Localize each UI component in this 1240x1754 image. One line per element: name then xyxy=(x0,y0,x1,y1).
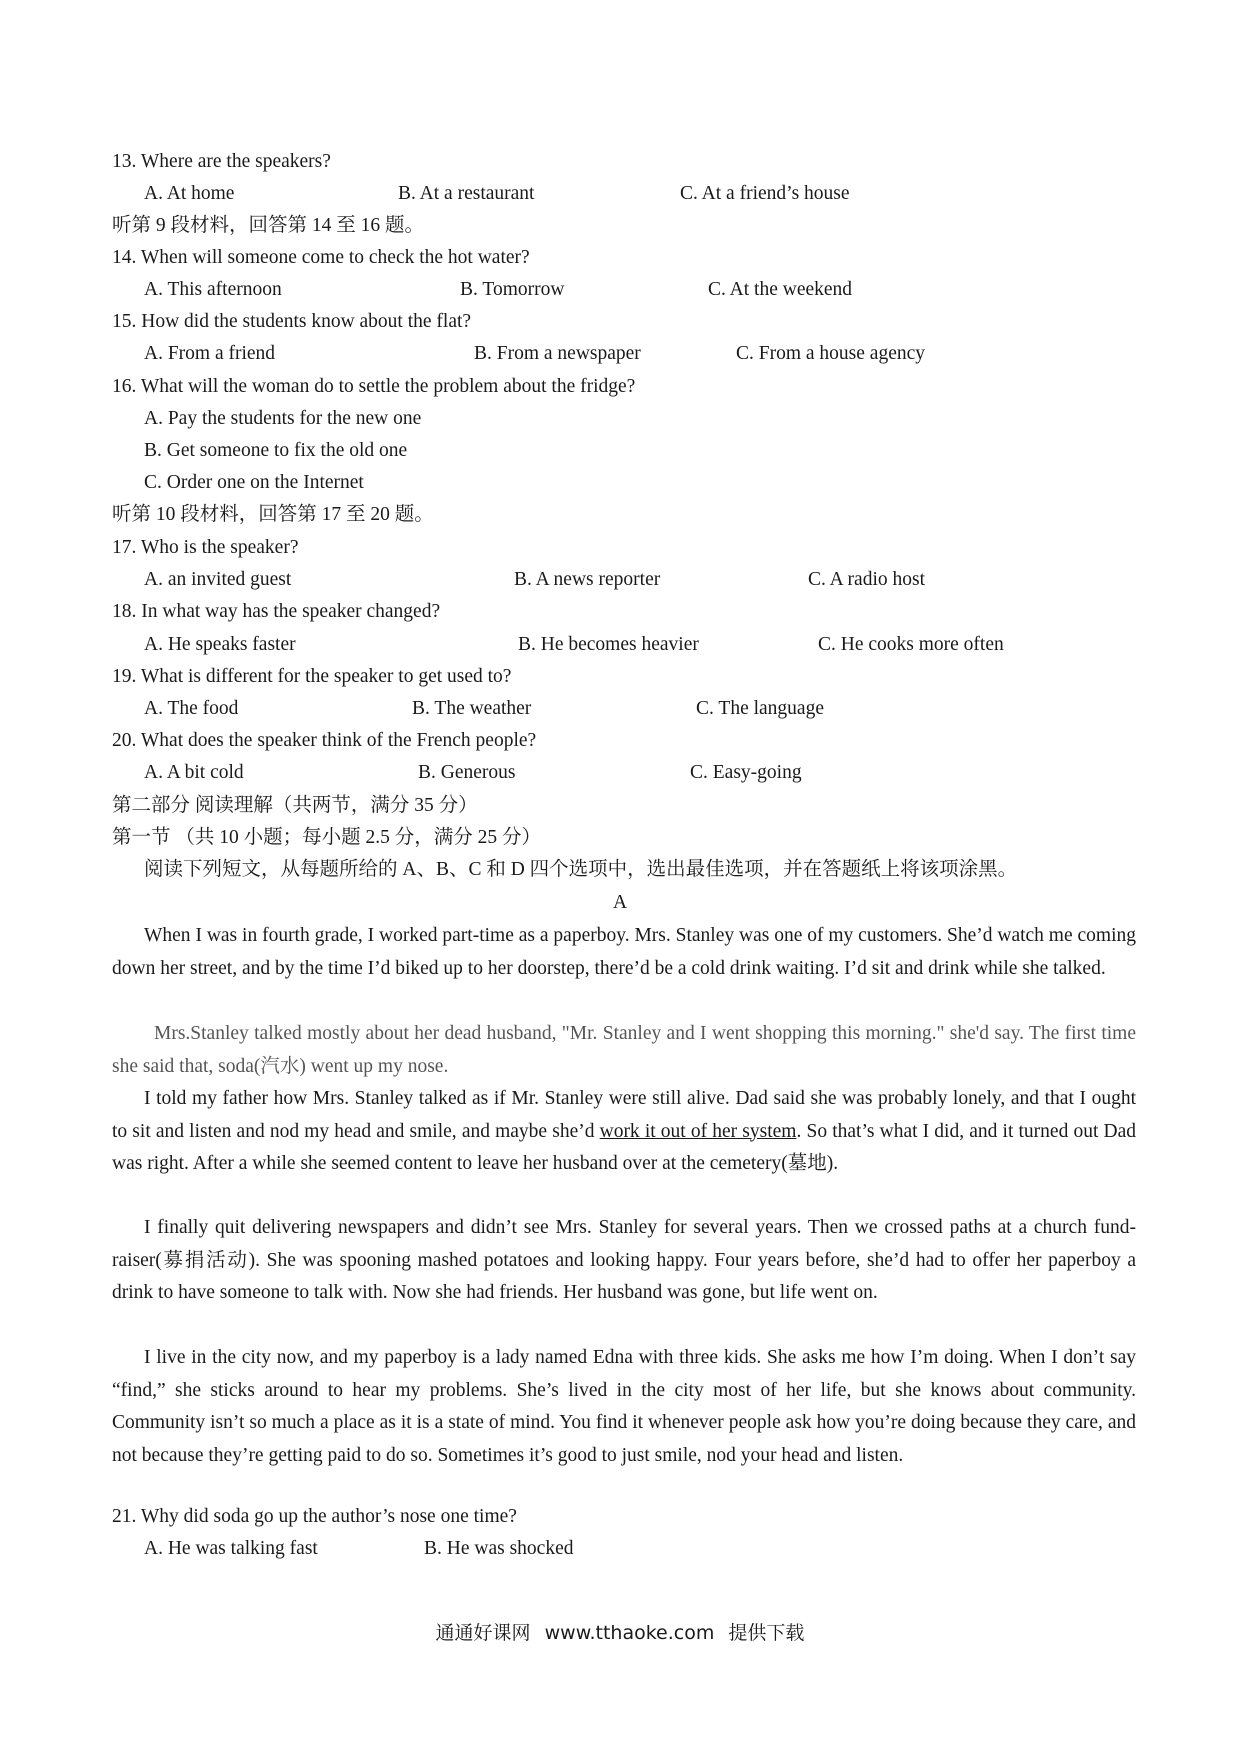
passage-paragraph-5: I live in the city now, and my paperboy is a lady named Edna with three kids. She asks me how I’m doing. When I don’t say “find,” she sticks around to hear my problems. She’s lived in the city most of her life, but she knows about community. Community isn’t so much a place as it is a state of mind. You find it whenever people ask how you’re doing because they care, and not because they’re getting paid to do so. Sometimes it’s good to just smile, nod your head and listen. xyxy=(112,1347,1136,1466)
question-13: 13. Where are the speakers? xyxy=(112,151,331,172)
question-20: 20. What does the speaker think of the French people? xyxy=(112,730,537,751)
listening-instruction-10: 听第 10 段材料，回答第 17 至 20 题。 xyxy=(112,504,434,525)
passage-paragraph-4: I finally quit delivering newspapers and didn’t see Mrs. Stanley for several years. Then we crossed paths at a church fund-raiser(募捐活动). She was spooning mashed potatoes and looking happy. Four years before, she’d had to offer her paperboy a drink to have someone to talk with. Now she had friends. Her husband was gone, but life went on. xyxy=(112,1217,1136,1303)
page-footer xyxy=(0,1618,1240,1645)
q21-option-a: A. He was talking fast xyxy=(144,1538,318,1559)
reading-instruction: 阅读下列短文，从每题所给的 A、B、C 和 D 四个选项中，选出最佳选项，并在答题纸上将该项涂黑。 xyxy=(144,859,1018,880)
listening-instruction-9: 听第 9 段材料，回答第 14 至 16 题。 xyxy=(112,215,425,236)
q14-option-b: B. Tomorrow xyxy=(460,279,565,300)
underlined-phrase: work it out of her system xyxy=(599,1120,797,1142)
footer-url[interactable]: www.tthaoke.com xyxy=(544,1622,715,1644)
passage-paragraph-3: I told my father how Mrs. Stanley talked as if Mr. Stanley were still alive. Dad said she was probably lonely, and that I ought to sit and listen and nod my head and smile, and maybe she’d work it out of her system. So that’s what I did, and it turned out Dad was right. After a while she seemed content to leave her husband over at the cemetery(墓地). xyxy=(112,1088,1137,1174)
footer-site-name: 通通好课网 xyxy=(435,1622,531,1644)
section1-title: 第一节 （共 10 小题；每小题 2.5 分，满分 25 分） xyxy=(112,827,542,848)
q13-option-b: B. At a restaurant xyxy=(398,183,535,204)
question-16: 16. What will the woman do to settle the problem about the fridge? xyxy=(112,376,636,397)
q13-option-a: A. At home xyxy=(144,183,235,204)
q20-option-c: C. Easy-going xyxy=(690,762,802,783)
q17-option-c: C. A radio host xyxy=(808,569,926,590)
q19-option-b: B. The weather xyxy=(412,698,532,719)
q14-option-a: A. This afternoon xyxy=(144,279,282,300)
passage-label: A xyxy=(612,892,628,913)
question-19: 19. What is different for the speaker to get used to? xyxy=(112,666,512,687)
q16-option-c: C. Order one on the Internet xyxy=(144,472,364,493)
q13-option-c: C. At a friend’s house xyxy=(680,183,850,204)
q17-option-a: A. an invited guest xyxy=(144,569,292,590)
question-15: 15. How did the students know about the flat? xyxy=(112,311,472,332)
q18-option-a: A. He speaks faster xyxy=(144,634,296,655)
question-14: 14. When will someone come to check the hot water? xyxy=(112,247,530,268)
footer-download: 提供下载 xyxy=(728,1622,805,1644)
q15-option-a: A. From a friend xyxy=(144,343,276,364)
question-17: 17. Who is the speaker? xyxy=(112,537,299,558)
q20-option-b: B. Generous xyxy=(418,762,516,783)
q20-option-a: A. A bit cold xyxy=(144,762,244,783)
q19-option-a: A. The food xyxy=(144,698,239,719)
q18-option-b: B. He becomes heavier xyxy=(518,634,699,655)
passage-paragraph-1: When I was in fourth grade, I worked part-time as a paperboy. Mrs. Stanley was one of my customers. She’d watch me coming down her street, and by the time I’d biked up to her doorstep, there’d be a cold drink waiting. I’d sit and drink while she talked. xyxy=(112,925,1136,979)
q19-option-c: C. The language xyxy=(696,698,824,719)
q15-option-b: B. From a newspaper xyxy=(474,343,641,364)
q16-option-b: B. Get someone to fix the old one xyxy=(144,440,408,461)
q21-option-b: B. He was shocked xyxy=(424,1538,574,1559)
q17-option-b: B. A news reporter xyxy=(514,569,661,590)
q14-option-c: C. At the weekend xyxy=(708,279,853,300)
q18-option-c: C. He cooks more often xyxy=(818,634,1004,655)
part2-title: 第二部分 阅读理解（共两节，满分 35 分） xyxy=(112,795,478,816)
q15-option-c: C. From a house agency xyxy=(736,343,926,364)
question-21: 21. Why did soda go up the author’s nose one time? xyxy=(112,1506,517,1527)
q16-option-a: A. Pay the students for the new one xyxy=(144,408,422,429)
question-18: 18. In what way has the speaker changed? xyxy=(112,601,441,622)
passage-paragraph-2: Mrs.Stanley talked mostly about her dead husband, "Mr. Stanley and I went shopping this morning." she'd say. The first time she said that, soda(汽水) went up my nose. xyxy=(112,1023,1136,1077)
